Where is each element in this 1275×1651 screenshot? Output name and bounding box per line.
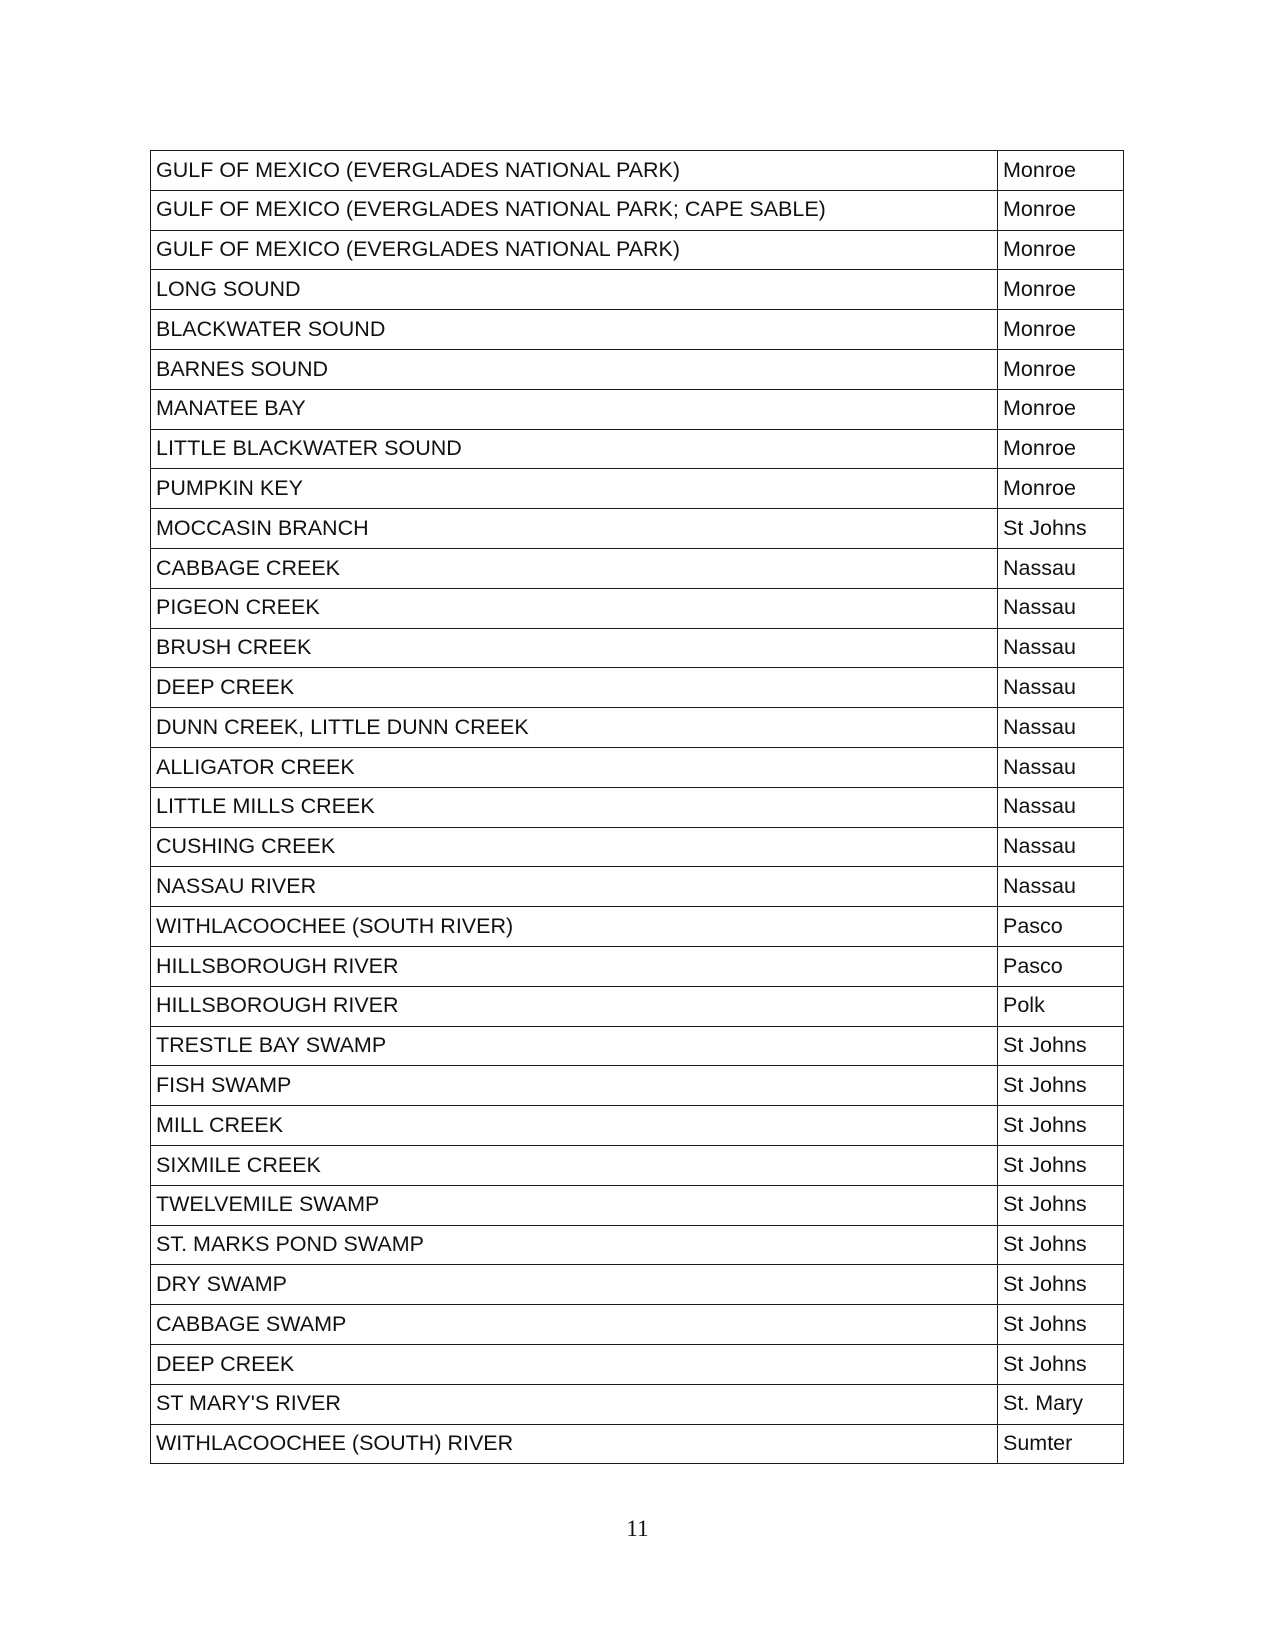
county-cell: Polk [998,986,1124,1026]
county-cell: Monroe [998,270,1124,310]
waterbody-name-cell: ST. MARKS POND SWAMP [151,1225,998,1265]
table-row [151,429,1124,469]
county-cell: Monroe [998,389,1124,429]
county-cell: St Johns [998,1225,1124,1265]
county-cell: Nassau [998,588,1124,628]
waterbody-name-cell: TWELVEMILE SWAMP [151,1185,998,1225]
waterbody-name-cell: CABBAGE CREEK [151,548,998,588]
county-cell: St Johns [998,1265,1124,1305]
table-row [151,548,1124,588]
county-cell: Nassau [998,708,1124,748]
waterbody-name-cell: GULF OF MEXICO (EVERGLADES NATIONAL PARK) [151,230,998,270]
table-row [151,509,1124,549]
county-cell: Nassau [998,827,1124,867]
county-cell: St Johns [998,1185,1124,1225]
county-cell: Pasco [998,946,1124,986]
county-cell: Nassau [998,867,1124,907]
waterbody-name-cell: CUSHING CREEK [151,827,998,867]
county-cell: Nassau [998,628,1124,668]
waterbody-name-cell: ST MARY'S RIVER [151,1384,998,1424]
waterbody-name-cell: FISH SWAMP [151,1066,998,1106]
county-cell: Monroe [998,190,1124,230]
county-cell: St Johns [998,1026,1124,1066]
table-row [151,310,1124,350]
table-row [151,1344,1124,1384]
waterbody-name-cell: DEEP CREEK [151,1344,998,1384]
county-cell: St Johns [998,1305,1124,1345]
county-cell: Nassau [998,668,1124,708]
table-row [151,1305,1124,1345]
waterbody-name-cell: GULF OF MEXICO (EVERGLADES NATIONAL PARK) [151,151,998,191]
waterbody-name-cell: LITTLE MILLS CREEK [151,787,998,827]
table-row [151,1066,1124,1106]
county-cell: Nassau [998,548,1124,588]
waterbody-name-cell: WITHLACOOCHEE (SOUTH) RIVER [151,1424,998,1464]
waterbody-name-cell: BRUSH CREEK [151,628,998,668]
county-cell: St Johns [998,1344,1124,1384]
waterbody-name-cell: BLACKWATER SOUND [151,310,998,350]
waterbody-name-cell: GULF OF MEXICO (EVERGLADES NATIONAL PARK; CAPE SABLE) [151,190,998,230]
table-row [151,1384,1124,1424]
waterbody-county-table [150,150,1124,1464]
county-cell: Sumter [998,1424,1124,1464]
county-cell: Nassau [998,747,1124,787]
table-row [151,1265,1124,1305]
waterbody-name-cell: ALLIGATOR CREEK [151,747,998,787]
waterbody-name-cell: MANATEE BAY [151,389,998,429]
table-row [151,1026,1124,1066]
table-row [151,1185,1124,1225]
waterbody-name-cell: LONG SOUND [151,270,998,310]
county-cell: Monroe [998,310,1124,350]
county-cell: Monroe [998,429,1124,469]
waterbody-name-cell: BARNES SOUND [151,349,998,389]
table-row [151,1424,1124,1464]
waterbody-name-cell: DUNN CREEK, LITTLE DUNN CREEK [151,708,998,748]
waterbody-name-cell: HILLSBOROUGH RIVER [151,946,998,986]
waterbody-name-cell: HILLSBOROUGH RIVER [151,986,998,1026]
waterbody-name-cell: LITTLE BLACKWATER SOUND [151,429,998,469]
table-body [151,151,1124,1464]
waterbody-name-cell: TRESTLE BAY SWAMP [151,1026,998,1066]
table-row [151,270,1124,310]
table-row [151,747,1124,787]
county-cell: St. Mary [998,1384,1124,1424]
table-row [151,469,1124,509]
table-row [151,1106,1124,1146]
county-cell: Monroe [998,349,1124,389]
table-row [151,1225,1124,1265]
county-cell: St Johns [998,1106,1124,1146]
county-cell: St Johns [998,1066,1124,1106]
waterbody-name-cell: WITHLACOOCHEE (SOUTH RIVER) [151,907,998,947]
table-row [151,708,1124,748]
county-cell: Monroe [998,230,1124,270]
table-row [151,588,1124,628]
table-row [151,787,1124,827]
county-cell: St Johns [998,1145,1124,1185]
table-row [151,151,1124,191]
waterbody-name-cell: PUMPKIN KEY [151,469,998,509]
table-row [151,1145,1124,1185]
table-row [151,230,1124,270]
county-cell: Nassau [998,787,1124,827]
table-row [151,986,1124,1026]
waterbody-name-cell: PIGEON CREEK [151,588,998,628]
table-row [151,349,1124,389]
table-row [151,628,1124,668]
waterbody-name-cell: CABBAGE SWAMP [151,1305,998,1345]
page-number: 11 [626,1516,649,1541]
table-row [151,668,1124,708]
waterbody-name-cell: DRY SWAMP [151,1265,998,1305]
table-row [151,389,1124,429]
table-row [151,190,1124,230]
waterbody-name-cell: DEEP CREEK [151,668,998,708]
table-row [151,946,1124,986]
waterbody-name-cell: NASSAU RIVER [151,867,998,907]
waterbody-name-cell: SIXMILE CREEK [151,1145,998,1185]
county-cell: St Johns [998,509,1124,549]
table-row [151,827,1124,867]
county-cell: Pasco [998,907,1124,947]
waterbody-name-cell: MILL CREEK [151,1106,998,1146]
county-cell: Monroe [998,151,1124,191]
waterbody-name-cell: MOCCASIN BRANCH [151,509,998,549]
table-row [151,907,1124,947]
county-cell: Monroe [998,469,1124,509]
table-row [151,867,1124,907]
